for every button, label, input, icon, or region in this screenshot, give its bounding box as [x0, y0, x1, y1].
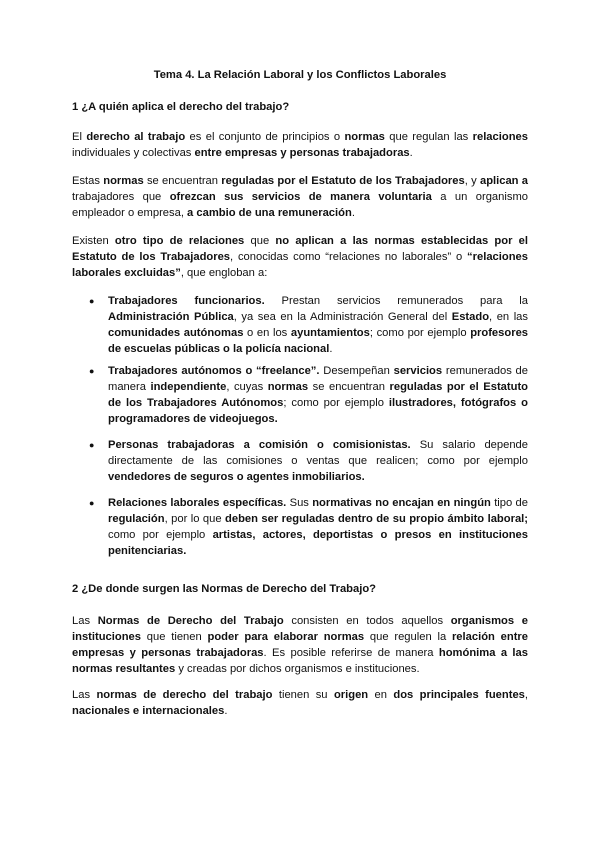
bold-text: normas [267, 381, 309, 393]
text-run: , [524, 689, 528, 701]
text-run: que [244, 235, 276, 247]
bold-text: servicios [393, 365, 443, 377]
text-run: individuales y colectivas [72, 147, 195, 159]
text-run: que tienen [141, 631, 208, 643]
text-run: . [409, 147, 413, 159]
text-run: , en las [489, 311, 528, 323]
bold-text: relación entre empresas y personas trabajadoras [72, 631, 528, 659]
text-run: en [368, 689, 394, 701]
bold-text: normas de derecho del trabajo [96, 689, 273, 701]
bold-text: normativas no encajan en ningún [312, 497, 491, 509]
bold-text: otro tipo de relaciones [114, 235, 245, 247]
bold-text: regulación [108, 513, 165, 525]
document-title: Tema 4. La Relación Laboral y los Conflictos Laborales [153, 69, 447, 81]
bold-text: profesores de escuelas públicas o la policía nacional [108, 327, 529, 355]
text-run: tienen su [272, 689, 334, 701]
bold-text: normas [103, 175, 144, 187]
text-run: tipo de [490, 497, 529, 509]
bold-text: homónima a las normas resultantes [72, 647, 528, 675]
bold-text: relaciones [472, 131, 528, 143]
section-2-paragraph-1 [72, 613, 528, 677]
bold-text: reguladas por el Estatuto de los Trabajadores [221, 175, 465, 187]
text-run: consisten en todos aquellos [283, 615, 451, 627]
bold-text: reguladas por el Estatuto de los Trabajadores Autónomos [108, 381, 529, 409]
bold-text: Personas trabajadoras a comisión o comisionistas. [108, 439, 411, 451]
text-run: que regulen la [364, 631, 452, 643]
bold-text: organismos e instituciones [72, 615, 528, 643]
section-2-paragraph-2 [72, 687, 528, 719]
bold-text: vendedores de seguros o agentes inmobiliarios. [108, 471, 365, 483]
text-run: , y [464, 175, 480, 187]
bold-text: independiente [150, 381, 227, 393]
text-run: , que engloban a: [180, 267, 268, 279]
bold-text: deben ser reguladas dentro de su propio ámbito laboral; [225, 513, 528, 525]
bullet-icon: ● [89, 440, 95, 450]
text-run: ; como por ejemplo [369, 327, 471, 339]
text-run: Estas [72, 175, 104, 187]
text-run: Existen [72, 235, 115, 247]
text-run: o en los [243, 327, 291, 339]
list-item [108, 437, 528, 485]
bold-text: a cambio de una remuneración [187, 207, 352, 219]
bold-text: nacionales e internacionales [72, 705, 225, 717]
bold-text: ayuntamientos [290, 327, 370, 339]
bold-text: poder para elaborar normas [207, 631, 365, 643]
text-run: , ya sea en la Administración General del [233, 311, 452, 323]
text-run: Las [72, 689, 97, 701]
text-run: , por lo que [164, 513, 226, 525]
bold-text: comunidades autónomas [108, 327, 244, 339]
text-run: Sus [286, 497, 313, 509]
text-run: , conocidas como “relaciones no laborales” o [230, 251, 468, 263]
text-run: se encuentran [143, 175, 222, 187]
section-1-paragraph-2 [72, 173, 528, 221]
bullet-icon: ● [89, 296, 95, 306]
bold-text: ofrezcan sus servicios de manera voluntaria [169, 191, 432, 203]
section-1-paragraph-1 [72, 129, 528, 161]
text-run: , cuyas [226, 381, 268, 393]
section-1-paragraph-3 [72, 233, 528, 281]
text-run: Las [72, 615, 98, 627]
text-run: Su salario depende directamente de las comisiones o ventas que realicen; como por ejemplo [108, 439, 528, 467]
text-run: Desempeñan [319, 365, 394, 377]
text-run: ; como por ejemplo [283, 397, 389, 409]
text-run: . [329, 343, 333, 355]
text-run: se encuentran [308, 381, 390, 393]
bold-text: artistas, actores, deportistas o presos en instituciones penitenciarias. [108, 529, 528, 557]
text-run: que regulan las [384, 131, 473, 143]
bold-text: “relaciones laborales excluidas” [72, 251, 528, 279]
bold-text: no aplican a las normas establecidas por el Estatuto de los Trabajadores [72, 235, 528, 263]
bold-text: Trabajadores funcionarios. [108, 295, 265, 307]
text-run: remunerados de manera [108, 365, 529, 393]
bold-text: aplican a [479, 175, 529, 187]
text-run: trabajadores que [72, 191, 170, 203]
bold-text: origen [333, 689, 369, 701]
section-1-heading: 1 ¿A quién aplica el derecho del trabajo? [72, 101, 290, 113]
bold-text: Relaciones laborales específicas. [108, 497, 287, 509]
bold-text: entre empresas y personas trabajadoras [194, 147, 410, 159]
list-item [108, 293, 528, 357]
list-item [108, 495, 528, 559]
bold-text: normas [344, 131, 385, 143]
bold-text: derecho al trabajo [86, 131, 186, 143]
bold-text: ilustradores, fotógrafos o programadores de videojuegos. [108, 397, 528, 425]
bullet-icon: ● [89, 498, 95, 508]
bold-text: Estado [451, 311, 490, 323]
text-run: como por ejemplo [108, 529, 213, 541]
text-run: . [351, 207, 355, 219]
bold-text: Normas de Derecho del Trabajo [97, 615, 284, 627]
text-run: El [72, 131, 87, 143]
list-item [108, 363, 528, 427]
bold-text: Administración Pública [108, 311, 234, 323]
text-run: a un organismo empleador o empresa, [72, 191, 528, 219]
text-run: Prestan servicios remunerados para la [264, 295, 528, 307]
text-run: . [224, 705, 228, 717]
section-2-heading: 2 ¿De donde surgen las Normas de Derecho del Trabajo? [72, 583, 377, 595]
bold-text: Trabajadores autónomos o “freelance”. [108, 365, 320, 377]
bullet-icon: ● [89, 366, 95, 376]
bold-text: dos principales fuentes [393, 689, 525, 701]
text-run: . Es posible referirse de manera [263, 647, 439, 659]
text-run: es el conjunto de principios o [185, 131, 345, 143]
text-run: y creadas por dichos organismos e instituciones. [175, 663, 420, 675]
